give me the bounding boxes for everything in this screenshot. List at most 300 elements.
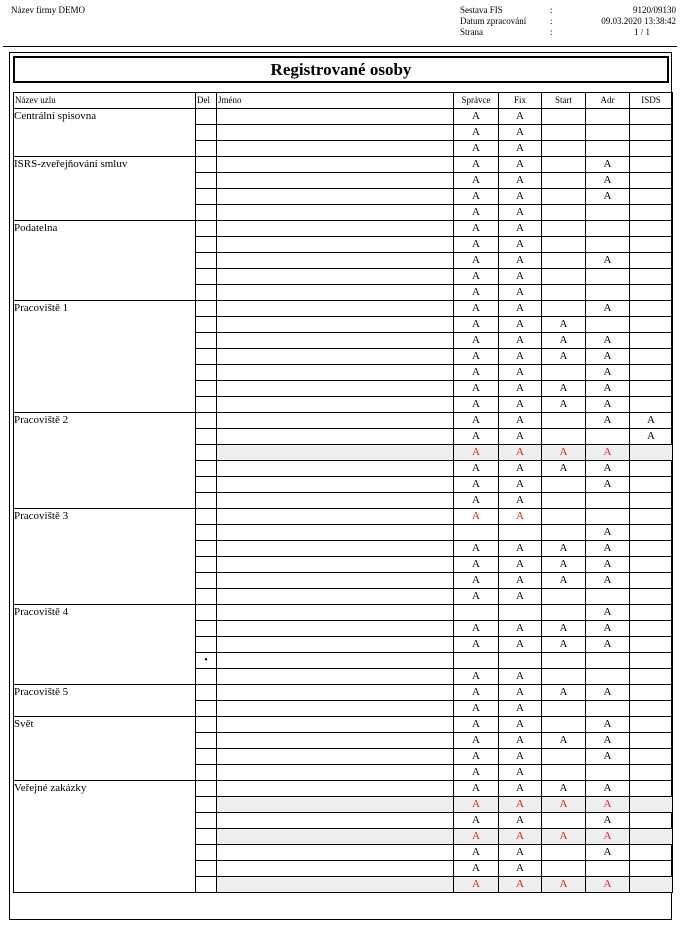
name-cell	[217, 525, 454, 541]
adr-cell: A	[586, 877, 630, 893]
spravce-cell: A	[454, 877, 499, 893]
name-cell	[217, 877, 454, 893]
spravce-cell: A	[454, 861, 499, 877]
start-cell	[542, 413, 586, 429]
node-name-cell: Pracoviště 3	[14, 509, 196, 605]
isds-cell	[630, 621, 673, 637]
name-cell	[217, 861, 454, 877]
del-cell	[196, 861, 217, 877]
spravce-cell: A	[454, 381, 499, 397]
adr-cell: A	[586, 845, 630, 861]
spravce-cell: A	[454, 765, 499, 781]
start-cell	[542, 701, 586, 717]
spravce-cell: A	[454, 413, 499, 429]
meta-processing-date	[460, 16, 676, 27]
start-cell	[542, 253, 586, 269]
spravce-cell: A	[454, 157, 499, 173]
fix-cell: A	[499, 669, 542, 685]
isds-cell	[630, 685, 673, 701]
isds-cell	[630, 157, 673, 173]
adr-cell	[586, 861, 630, 877]
spravce-cell: A	[454, 573, 499, 589]
del-cell	[196, 413, 217, 429]
adr-cell	[586, 653, 630, 669]
fix-cell: A	[499, 269, 542, 285]
adr-cell: A	[586, 605, 630, 621]
start-cell	[542, 237, 586, 253]
name-cell	[217, 781, 454, 797]
table-row	[14, 781, 673, 797]
adr-cell: A	[586, 525, 630, 541]
isds-cell	[630, 317, 673, 333]
name-cell	[217, 557, 454, 573]
spravce-cell: A	[454, 733, 499, 749]
start-cell: A	[542, 685, 586, 701]
adr-cell: A	[586, 173, 630, 189]
start-cell	[542, 813, 586, 829]
name-cell	[217, 813, 454, 829]
isds-cell	[630, 877, 673, 893]
spravce-cell	[454, 525, 499, 541]
fix-cell: A	[499, 781, 542, 797]
node-name-cell: Pracoviště 2	[14, 413, 196, 509]
adr-cell	[586, 109, 630, 125]
adr-cell	[586, 317, 630, 333]
meta-report-id	[460, 5, 676, 16]
fix-cell: A	[499, 557, 542, 573]
del-cell	[196, 301, 217, 317]
name-cell	[217, 589, 454, 605]
start-cell: A	[542, 461, 586, 477]
fix-cell: A	[499, 717, 542, 733]
del-cell	[196, 605, 217, 621]
spravce-cell: A	[454, 781, 499, 797]
start-cell	[542, 269, 586, 285]
name-cell	[217, 285, 454, 301]
start-cell: A	[542, 557, 586, 573]
meta-label: Sestava FIS	[460, 5, 503, 15]
fix-cell: A	[499, 637, 542, 653]
spravce-cell: A	[454, 189, 499, 205]
adr-cell	[586, 701, 630, 717]
start-cell: A	[542, 877, 586, 893]
spravce-cell: A	[454, 141, 499, 157]
spravce-cell: A	[454, 253, 499, 269]
isds-cell	[630, 669, 673, 685]
adr-cell: A	[586, 717, 630, 733]
isds-cell	[630, 349, 673, 365]
spravce-cell: A	[454, 285, 499, 301]
adr-cell	[586, 221, 630, 237]
spravce-cell: A	[454, 333, 499, 349]
del-cell	[196, 205, 217, 221]
name-cell	[217, 301, 454, 317]
fix-cell: A	[499, 333, 542, 349]
del-cell	[196, 381, 217, 397]
spravce-cell: A	[454, 845, 499, 861]
name-cell	[217, 237, 454, 253]
name-cell	[217, 637, 454, 653]
name-cell	[217, 845, 454, 861]
start-cell	[542, 221, 586, 237]
isds-cell	[630, 381, 673, 397]
start-cell	[542, 189, 586, 205]
del-cell	[196, 749, 217, 765]
col-header-spravce: Správce	[454, 93, 499, 109]
meta-sep: :	[550, 27, 553, 37]
fix-cell: A	[499, 413, 542, 429]
start-cell	[542, 173, 586, 189]
adr-cell	[586, 429, 630, 445]
name-cell	[217, 749, 454, 765]
start-cell	[542, 157, 586, 173]
start-cell: A	[542, 381, 586, 397]
fix-cell: A	[499, 205, 542, 221]
fix-cell: A	[499, 877, 542, 893]
meta-sep: :	[550, 16, 553, 26]
adr-cell: A	[586, 413, 630, 429]
adr-cell: A	[586, 333, 630, 349]
spravce-cell: A	[454, 429, 499, 445]
table-row	[14, 157, 673, 173]
fix-cell: A	[499, 493, 542, 509]
adr-cell: A	[586, 381, 630, 397]
fix-cell: A	[499, 381, 542, 397]
spravce-cell: A	[454, 493, 499, 509]
spravce-cell	[454, 653, 499, 669]
isds-cell	[630, 541, 673, 557]
isds-cell	[630, 365, 673, 381]
del-cell	[196, 237, 217, 253]
meta-sep: :	[550, 5, 553, 15]
name-cell	[217, 701, 454, 717]
start-cell	[542, 525, 586, 541]
table-row	[14, 109, 673, 125]
isds-cell	[630, 397, 673, 413]
table-header-row	[14, 93, 673, 109]
del-cell	[196, 765, 217, 781]
fix-cell: A	[499, 125, 542, 141]
isds-cell	[630, 589, 673, 605]
meta-label: Datum zpracování	[460, 16, 527, 26]
fix-cell: A	[499, 397, 542, 413]
spravce-cell: A	[454, 621, 499, 637]
name-cell	[217, 509, 454, 525]
isds-cell	[630, 557, 673, 573]
col-header-adr: Adr	[586, 93, 630, 109]
header-divider	[3, 46, 677, 47]
table-row	[14, 221, 673, 237]
del-cell	[196, 125, 217, 141]
node-name-cell: Centrální spisovna	[14, 109, 196, 157]
fix-cell: A	[499, 429, 542, 445]
spravce-cell: A	[454, 749, 499, 765]
adr-cell: A	[586, 813, 630, 829]
name-cell	[217, 477, 454, 493]
name-cell	[217, 173, 454, 189]
report-title: Registrované osoby	[13, 56, 669, 83]
fix-cell: A	[499, 797, 542, 813]
start-cell	[542, 653, 586, 669]
name-cell	[217, 349, 454, 365]
table-row	[14, 301, 673, 317]
fix-cell	[499, 525, 542, 541]
col-header-del: Del	[196, 93, 217, 109]
start-cell	[542, 285, 586, 301]
meta-value: 09.03.2020 13:38:42	[601, 16, 676, 26]
start-cell: A	[542, 781, 586, 797]
start-cell	[542, 205, 586, 221]
fix-cell: A	[499, 861, 542, 877]
del-cell	[196, 877, 217, 893]
isds-cell	[630, 205, 673, 221]
start-cell	[542, 605, 586, 621]
del-cell	[196, 845, 217, 861]
spravce-cell	[454, 605, 499, 621]
adr-cell: A	[586, 397, 630, 413]
adr-cell: A	[586, 541, 630, 557]
start-cell	[542, 365, 586, 381]
isds-cell	[630, 269, 673, 285]
fix-cell: A	[499, 765, 542, 781]
name-cell	[217, 445, 454, 461]
name-cell	[217, 829, 454, 845]
name-cell	[217, 125, 454, 141]
spravce-cell: A	[454, 797, 499, 813]
spravce-cell: A	[454, 221, 499, 237]
isds-cell	[630, 189, 673, 205]
name-cell	[217, 669, 454, 685]
fix-cell	[499, 653, 542, 669]
isds-cell	[630, 797, 673, 813]
fix-cell: A	[499, 749, 542, 765]
fix-cell: A	[499, 845, 542, 861]
adr-cell: A	[586, 461, 630, 477]
name-cell	[217, 269, 454, 285]
start-cell: A	[542, 733, 586, 749]
del-cell	[196, 429, 217, 445]
del-cell	[196, 349, 217, 365]
meta-label: Strana	[460, 27, 483, 37]
spravce-cell: A	[454, 477, 499, 493]
adr-cell: A	[586, 685, 630, 701]
spravce-cell: A	[454, 589, 499, 605]
start-cell	[542, 477, 586, 493]
del-cell	[196, 477, 217, 493]
del-cell	[196, 829, 217, 845]
name-cell	[217, 653, 454, 669]
node-name-cell: Svět	[14, 717, 196, 781]
spravce-cell: A	[454, 541, 499, 557]
isds-cell	[630, 717, 673, 733]
isds-cell	[630, 237, 673, 253]
start-cell: A	[542, 621, 586, 637]
name-cell	[217, 493, 454, 509]
isds-cell	[630, 653, 673, 669]
isds-cell	[630, 333, 673, 349]
start-cell: A	[542, 349, 586, 365]
spravce-cell: A	[454, 701, 499, 717]
node-name-cell: Pracoviště 4	[14, 605, 196, 685]
isds-cell	[630, 845, 673, 861]
adr-cell	[586, 285, 630, 301]
name-cell	[217, 685, 454, 701]
adr-cell	[586, 669, 630, 685]
isds-cell	[630, 605, 673, 621]
table-row	[14, 605, 673, 621]
spravce-cell: A	[454, 461, 499, 477]
fix-cell: A	[499, 461, 542, 477]
adr-cell	[586, 493, 630, 509]
start-cell	[542, 141, 586, 157]
name-cell	[217, 541, 454, 557]
col-header-name: Jméno	[217, 93, 454, 109]
adr-cell	[586, 205, 630, 221]
adr-cell: A	[586, 749, 630, 765]
adr-cell: A	[586, 573, 630, 589]
spravce-cell: A	[454, 669, 499, 685]
registered-persons-table	[13, 92, 673, 893]
del-cell	[196, 173, 217, 189]
del-cell	[196, 461, 217, 477]
fix-cell: A	[499, 701, 542, 717]
fix-cell: A	[499, 445, 542, 461]
spravce-cell: A	[454, 397, 499, 413]
spravce-cell: A	[454, 557, 499, 573]
spravce-cell: A	[454, 829, 499, 845]
node-name-cell: Pracoviště 1	[14, 301, 196, 413]
adr-cell: A	[586, 797, 630, 813]
start-cell	[542, 765, 586, 781]
isds-cell	[630, 765, 673, 781]
start-cell	[542, 109, 586, 125]
name-cell	[217, 365, 454, 381]
del-cell	[196, 685, 217, 701]
start-cell	[542, 861, 586, 877]
table-row	[14, 413, 673, 429]
adr-cell	[586, 237, 630, 253]
start-cell	[542, 749, 586, 765]
adr-cell: A	[586, 557, 630, 573]
spravce-cell: A	[454, 717, 499, 733]
spravce-cell: A	[454, 269, 499, 285]
del-cell	[196, 333, 217, 349]
del-cell	[196, 669, 217, 685]
fix-cell: A	[499, 573, 542, 589]
company-name: Název firmy DEMO	[11, 5, 85, 15]
del-cell	[196, 285, 217, 301]
del-cell	[196, 109, 217, 125]
fix-cell: A	[499, 829, 542, 845]
name-cell	[217, 413, 454, 429]
isds-cell	[630, 733, 673, 749]
name-cell	[217, 381, 454, 397]
col-header-start: Start	[542, 93, 586, 109]
name-cell	[217, 765, 454, 781]
del-cell	[196, 589, 217, 605]
start-cell	[542, 429, 586, 445]
name-cell	[217, 205, 454, 221]
adr-cell: A	[586, 829, 630, 845]
spravce-cell: A	[454, 301, 499, 317]
isds-cell	[630, 701, 673, 717]
name-cell	[217, 717, 454, 733]
isds-cell	[630, 285, 673, 301]
adr-cell	[586, 509, 630, 525]
adr-cell: A	[586, 189, 630, 205]
start-cell	[542, 845, 586, 861]
adr-cell	[586, 269, 630, 285]
spravce-cell: A	[454, 125, 499, 141]
table-row	[14, 717, 673, 733]
isds-cell: A	[630, 413, 673, 429]
del-cell	[196, 157, 217, 173]
start-cell: A	[542, 541, 586, 557]
fix-cell: A	[499, 173, 542, 189]
del-cell	[196, 781, 217, 797]
del-cell	[196, 141, 217, 157]
name-cell	[217, 733, 454, 749]
adr-cell	[586, 765, 630, 781]
del-cell	[196, 813, 217, 829]
spravce-cell: A	[454, 349, 499, 365]
report-meta	[460, 5, 676, 38]
adr-cell	[586, 141, 630, 157]
table-row	[14, 509, 673, 525]
isds-cell	[630, 125, 673, 141]
start-cell	[542, 717, 586, 733]
isds-cell	[630, 861, 673, 877]
del-cell	[196, 733, 217, 749]
name-cell	[217, 621, 454, 637]
del-cell	[196, 221, 217, 237]
fix-cell: A	[499, 189, 542, 205]
spravce-cell: A	[454, 685, 499, 701]
name-cell	[217, 333, 454, 349]
start-cell: A	[542, 637, 586, 653]
adr-cell: A	[586, 477, 630, 493]
adr-cell: A	[586, 349, 630, 365]
adr-cell: A	[586, 445, 630, 461]
isds-cell	[630, 637, 673, 653]
del-cell	[196, 541, 217, 557]
name-cell	[217, 109, 454, 125]
name-cell	[217, 605, 454, 621]
start-cell: A	[542, 797, 586, 813]
adr-cell: A	[586, 301, 630, 317]
del-cell	[196, 269, 217, 285]
adr-cell	[586, 125, 630, 141]
name-cell	[217, 317, 454, 333]
isds-cell	[630, 509, 673, 525]
del-cell	[196, 509, 217, 525]
table-body	[14, 109, 673, 893]
spravce-cell: A	[454, 509, 499, 525]
start-cell: A	[542, 333, 586, 349]
del-cell	[196, 717, 217, 733]
adr-cell: A	[586, 621, 630, 637]
name-cell	[217, 397, 454, 413]
fix-cell: A	[499, 733, 542, 749]
isds-cell	[630, 141, 673, 157]
isds-cell	[630, 221, 673, 237]
name-cell	[217, 429, 454, 445]
fix-cell: A	[499, 301, 542, 317]
start-cell: A	[542, 317, 586, 333]
isds-cell	[630, 573, 673, 589]
spravce-cell: A	[454, 237, 499, 253]
col-header-fix: Fix	[499, 93, 542, 109]
